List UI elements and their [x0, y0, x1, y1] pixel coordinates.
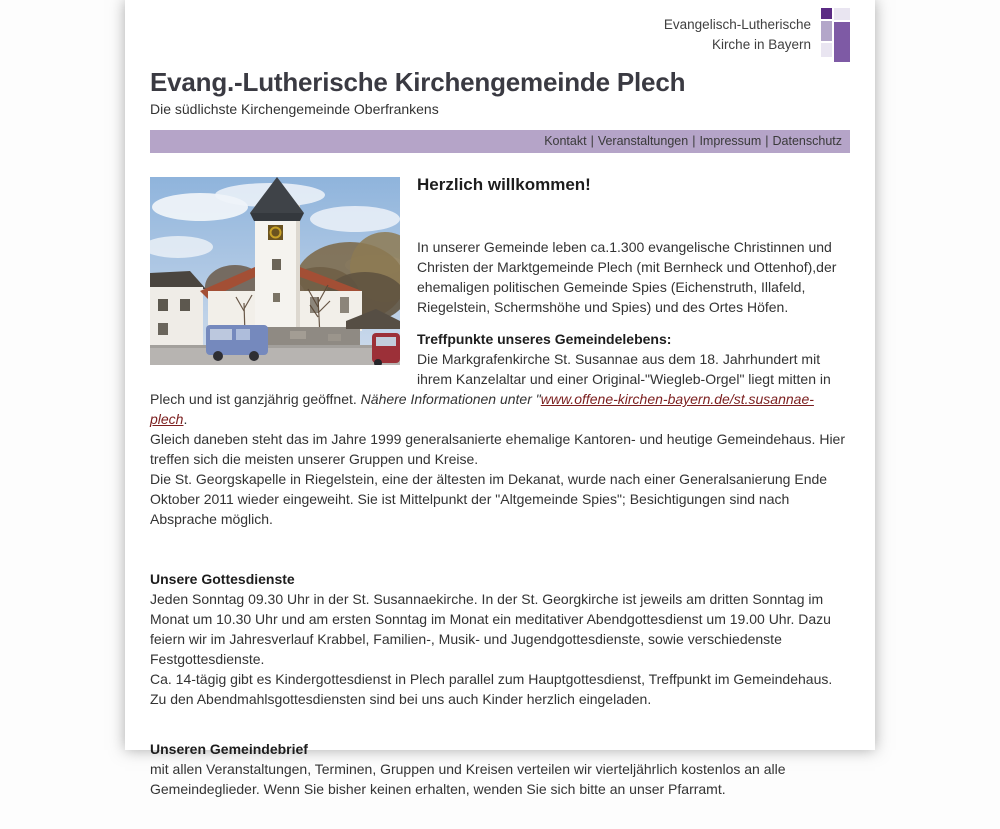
- nav-link-impressum[interactable]: Impressum: [699, 134, 762, 148]
- nav-separator: |: [692, 134, 696, 148]
- content-container: [125, 0, 875, 797]
- nav-separator: |: [590, 134, 594, 148]
- gemeindebrief-heading: Unseren Gemeindebrief: [150, 741, 308, 757]
- header: [125, 0, 875, 117]
- treffpunkte-italic-lead: Nähere Informationen unter ": [360, 391, 541, 407]
- treffpunkte-text-3: Die St. Georgskapelle in Riegelstein, eine der ältesten im Dekanat, wurde nach einer Generalsanierung Ende Oktober 2011 wieder eingeweiht. Sie ist Mittelpunkt der "Altgemeinde Spies"; Besichtigungen sind nach Absprache möglich.: [150, 471, 828, 527]
- gemeindebrief-text: mit allen Veranstaltungen, Terminen, Gruppen und Kreisen verteilen wir vierteljährlich kostenlos an alle Gemeindeglieder. Wenn Sie bisher keinen erhalten, wenden Sie sich bitte an unser Pfarramt.: [150, 761, 786, 797]
- church-photo: [150, 177, 400, 365]
- logo-square-pale-bottom: [821, 43, 832, 57]
- gottesdienste-text-1: Jeden Sonntag 09.30 Uhr in der St. Susannaekirche. In der St. Georgkirche ist jeweils am dritten Sonntag im Monat um 10.30 Uhr und am ersten Sonntag im Monat ein meditativer Abendgottesdienst um 19.00 Uhr. Dazu feiern wir im Jahresverlauf Krabbel, Familien-, Musik- und Jugendgottesdienste, sowie verschiedenste Festgottesdienste.: [150, 591, 831, 667]
- treffpunkte-after-link: .: [183, 411, 188, 427]
- gottesdienste-section: [150, 569, 850, 709]
- elkb-cross-logo-icon: [821, 8, 850, 62]
- treffpunkte-heading: Treffpunkte unseres Gemeindelebens:: [417, 331, 672, 347]
- treffpunkte-text-2: Gleich daneben steht das im Jahre 1999 generalsanierte ehemalige Kantoren- und heutige Gemeindehaus. Hier treffen sich die meisten unserer Gruppen und Kreise.: [150, 431, 846, 467]
- logo-square-pale-top: [834, 8, 850, 20]
- logo-square-dark: [821, 8, 832, 19]
- gottesdienste-text-2: Ca. 14-tägig gibt es Kindergottesdienst in Plech parallel zum Hauptgottesdienst, Treffpunkt im Gemeindehaus. Zu den Abendmahlsgottesdiensten sind bei uns auch Kinder herzlich eingeladen.: [150, 671, 833, 707]
- logo-square-lavender: [821, 21, 832, 41]
- elkb-org-name-line2: Kirche in Bayern: [711, 36, 811, 52]
- page-subtitle: Die südlichste Kirchengemeinde Oberfrankens: [150, 101, 439, 117]
- page-title: Evang.-Lutherische Kirchengemeinde Plech: [150, 67, 686, 97]
- nav-link-veranstaltungen[interactable]: Veranstaltungen: [597, 134, 689, 148]
- nav-separator: |: [765, 134, 769, 148]
- logo-bar-medium: [834, 22, 850, 62]
- main-content: [125, 153, 875, 829]
- nav-link-kontakt[interactable]: Kontakt: [544, 134, 587, 148]
- church-photo-image: [150, 177, 400, 365]
- main-nav: [150, 130, 850, 153]
- treffpunkte-text-1: Die Markgrafenkirche St. Susannae aus dem 18. Jahrhundert mit ihrem Kanzelaltar und einer Original-"Wiegleb-Orgel" liegt mitten in Plech und ist ganzjährig geöffnet.: [150, 351, 831, 407]
- gottesdienste-heading: Unsere Gottesdienste: [150, 571, 295, 587]
- elkb-org-name: [664, 15, 811, 54]
- elkb-org-name-line1: Evangelisch-Lutherische: [663, 17, 811, 32]
- nav-link-datenschutz[interactable]: Datenschutz: [772, 134, 842, 148]
- susannae-church-link[interactable]: www.offene-kirchen-bayern.de/st.susannae-plech: [150, 391, 814, 427]
- elkb-logo-block: [150, 8, 850, 62]
- welcome-heading: Herzlich willkommen!: [417, 175, 591, 194]
- intro-paragraph: In unserer Gemeinde leben ca.1.300 evangelische Christinnen und Christen der Marktgemeinde Plech (mit Bernheck und Ottenhof),der ehemaligen politischen Gemeinde Spies (Eichenstruth, Illafeld, Riegelstein, Schermshöhe und Spies) und des Ortes Höfen.: [417, 239, 837, 315]
- gemeindebrief-section: [150, 739, 850, 799]
